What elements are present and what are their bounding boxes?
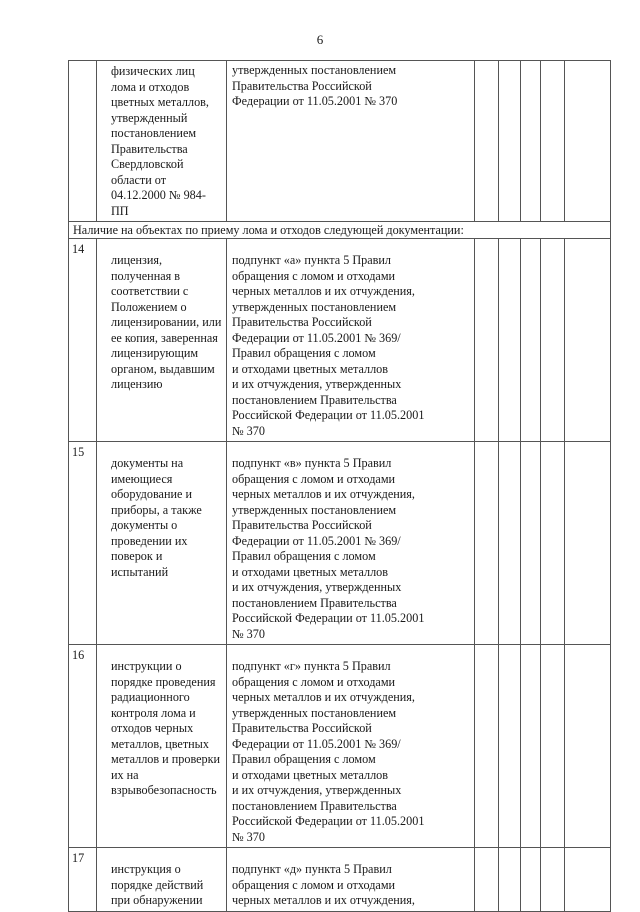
legal-basis: утвержденных постановлением Правительства Российской Федерации от 11.05.2001 № 370 [227, 61, 475, 222]
answer-cell [565, 848, 611, 912]
answer-cell [521, 239, 541, 442]
requirement-item: лицензия, полученная в соответствии с Положением о лицензировании, или ее копия, заверенная лицензирующим органом, выдавшим лицензию [97, 239, 227, 442]
answer-cell [475, 645, 499, 848]
answer-cell [499, 239, 521, 442]
table-row [69, 848, 611, 912]
answer-cell [565, 645, 611, 848]
answer-cell [499, 848, 521, 912]
answer-cell [521, 442, 541, 645]
answer-cell [475, 442, 499, 645]
page-number: 6 [316, 32, 324, 47]
answer-cell [521, 848, 541, 912]
answer-cell [521, 61, 541, 222]
table-row [69, 645, 611, 848]
checklist-table [68, 60, 611, 912]
table-row [69, 239, 611, 442]
section-heading: Наличие на объектах по приему лома и отходов следующей документации: [69, 222, 611, 239]
answer-cell [499, 442, 521, 645]
answer-cell [475, 848, 499, 912]
answer-cell [541, 848, 565, 912]
answer-cell [499, 61, 521, 222]
row-number: 16 [69, 645, 97, 848]
table-row [69, 442, 611, 645]
answer-cell [475, 239, 499, 442]
row-number [69, 61, 97, 222]
answer-cell [541, 645, 565, 848]
requirement-item: инструкция о порядке действий при обнаружении [97, 848, 227, 912]
row-number: 14 [69, 239, 97, 442]
row-number: 15 [69, 442, 97, 645]
answer-cell [541, 61, 565, 222]
legal-basis: подпункт «д» пункта 5 Правил обращения с ломом и отходами черных металлов и их отчуждения, [227, 848, 475, 912]
answer-cell [521, 645, 541, 848]
row-number: 17 [69, 848, 97, 912]
answer-cell [499, 645, 521, 848]
table-row [69, 61, 611, 222]
answer-cell [565, 239, 611, 442]
legal-basis: подпункт «в» пункта 5 Правил обращения с ломом и отходами черных металлов и их отчуждения, утвержденных постановлением Правительства Российской Федерации от 11.05.2001 № 369/ Правил обращения с ломом и отходами цветных металлов и их отчуждения, утвержденных постановлением Правительства Российской Федерации от 11.05.2001 № 370 [227, 442, 475, 645]
answer-cell [565, 61, 611, 222]
section-heading-row [69, 222, 611, 239]
requirement-item: физических лиц лома и отходов цветных металлов, утвержденный постановлением Правительства Свердловской области от 04.12.2000 № 984- ПП [97, 61, 227, 222]
answer-cell [541, 442, 565, 645]
requirement-item: инструкции о порядке проведения радиационного контроля лома и отходов черных металлов, цветных металлов и проверки их на взрывобезопасность [97, 645, 227, 848]
answer-cell [541, 239, 565, 442]
answer-cell [565, 442, 611, 645]
requirement-item: документы на имеющиеся оборудование и приборы, а также документы о проведении их поверок и испытаний [97, 442, 227, 645]
answer-cell [475, 61, 499, 222]
legal-basis: подпункт «а» пункта 5 Правил обращения с ломом и отходами черных металлов и их отчуждения, утвержденных постановлением Правительства Российской Федерации от 11.05.2001 № 369/ Правил обращения с ломом и отходами цветных металлов и их отчуждения, утвержденных постановлением Правительства Российской Федерации от 11.05.2001 № 370 [227, 239, 475, 442]
legal-basis: подпункт «г» пункта 5 Правил обращения с ломом и отходами черных металлов и их отчуждения, утвержденных постановлением Правительства Российской Федерации от 11.05.2001 № 369/ Правил обращения с ломом и отходами цветных металлов и их отчуждения, утвержденных постановлением Правительства Российской Федерации от 11.05.2001 № 370 [227, 645, 475, 848]
